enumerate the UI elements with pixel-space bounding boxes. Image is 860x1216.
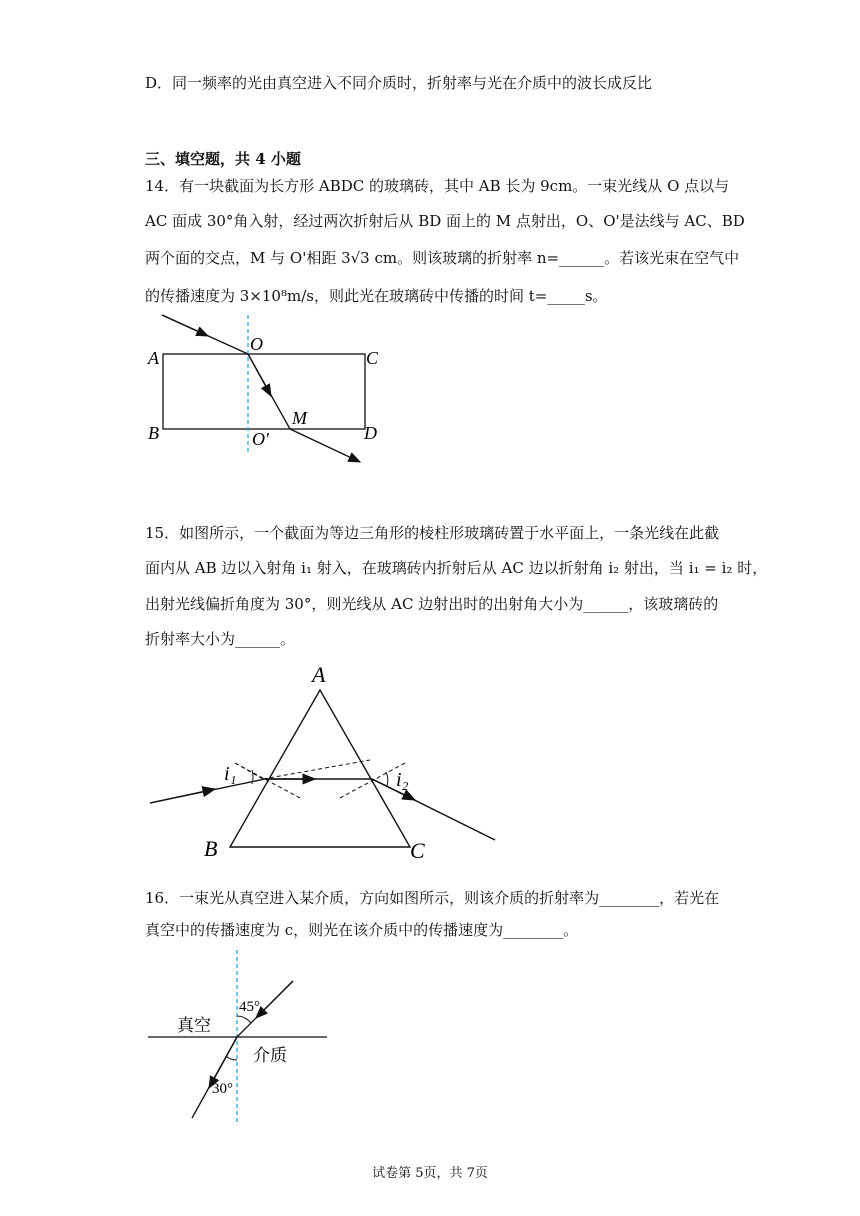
label-o: O [250,334,263,354]
label-angle-45: 45° [239,999,260,1015]
label-i1: i₁ [224,763,237,785]
label-c: C [410,838,425,863]
label-m: M [292,408,307,428]
label-c: C [366,348,379,368]
label-medium: 介质 [253,1046,287,1065]
q14-line2: AC 面成 30°角入射，经过两次折射后从 BD 面上的 M 点射出，O、O'是法线与 AC、BD [145,212,745,230]
q16-line2: 真空中的传播速度为 c，则光在该介质中的传播速度为________。 [145,921,579,939]
q15-line4: 折射率大小为______。 [145,630,296,648]
exit-ray [290,429,360,462]
option-d: D．同一频率的光由真空进入不同介质时，折射率与光在介质中的波长成反比 [145,74,653,92]
q15-line1: 15．如图所示，一个截面为等边三角形的棱柱形玻璃砖置于水平面上，一条光线在此截 [145,524,720,542]
q14-line4: 的传播速度为 3×10⁸m/s，则此光在玻璃砖中传播的时间 t=_____s。 [145,287,608,305]
q16-figure [145,948,335,1128]
label-a: A [148,348,159,368]
glass-rectangle [163,354,365,429]
q14-line1: 14．有一块截面为长方形 ABDC 的玻璃砖，其中 AB 长为 9cm。一束光线从 O 点以与 [145,177,730,195]
label-a: A [312,662,326,687]
section-heading: 三、填空题，共 4 小题 [145,150,301,168]
page-footer: 试卷第 5页，共 7页 [372,1166,488,1181]
label-o-prime: O′ [252,429,269,449]
q16-line1: 16．一束光从真空进入某介质，方向如图所示，则该介质的折射率为________，若光在 [145,889,720,907]
q14-figure [140,310,380,470]
q14-line3: 两个面的交点，M 与 O'相距 3√3 cm。则该玻璃的折射率 n=______。若该光束在空气中 [145,249,740,267]
label-d: D [364,423,377,443]
label-b: B [204,836,218,861]
q15-line3: 出射光线偏折角度为 30°，则光线从 AC 边射出时的出射角大小为______，该玻璃砖的 [145,595,719,613]
label-i2: i₂ [396,769,409,791]
label-vacuum: 真空 [177,1016,211,1035]
normal-left [235,763,300,798]
label-angle-30: 30° [212,1081,233,1097]
q15-line2: 面内从 AB 边以入射角 i₁ 射入，在玻璃砖内折射后从 AC 边以折射角 i₂ 射出，当 i₁ = i₂ 时， [145,559,768,577]
q15-figure [140,660,510,865]
label-b: B [148,423,159,443]
